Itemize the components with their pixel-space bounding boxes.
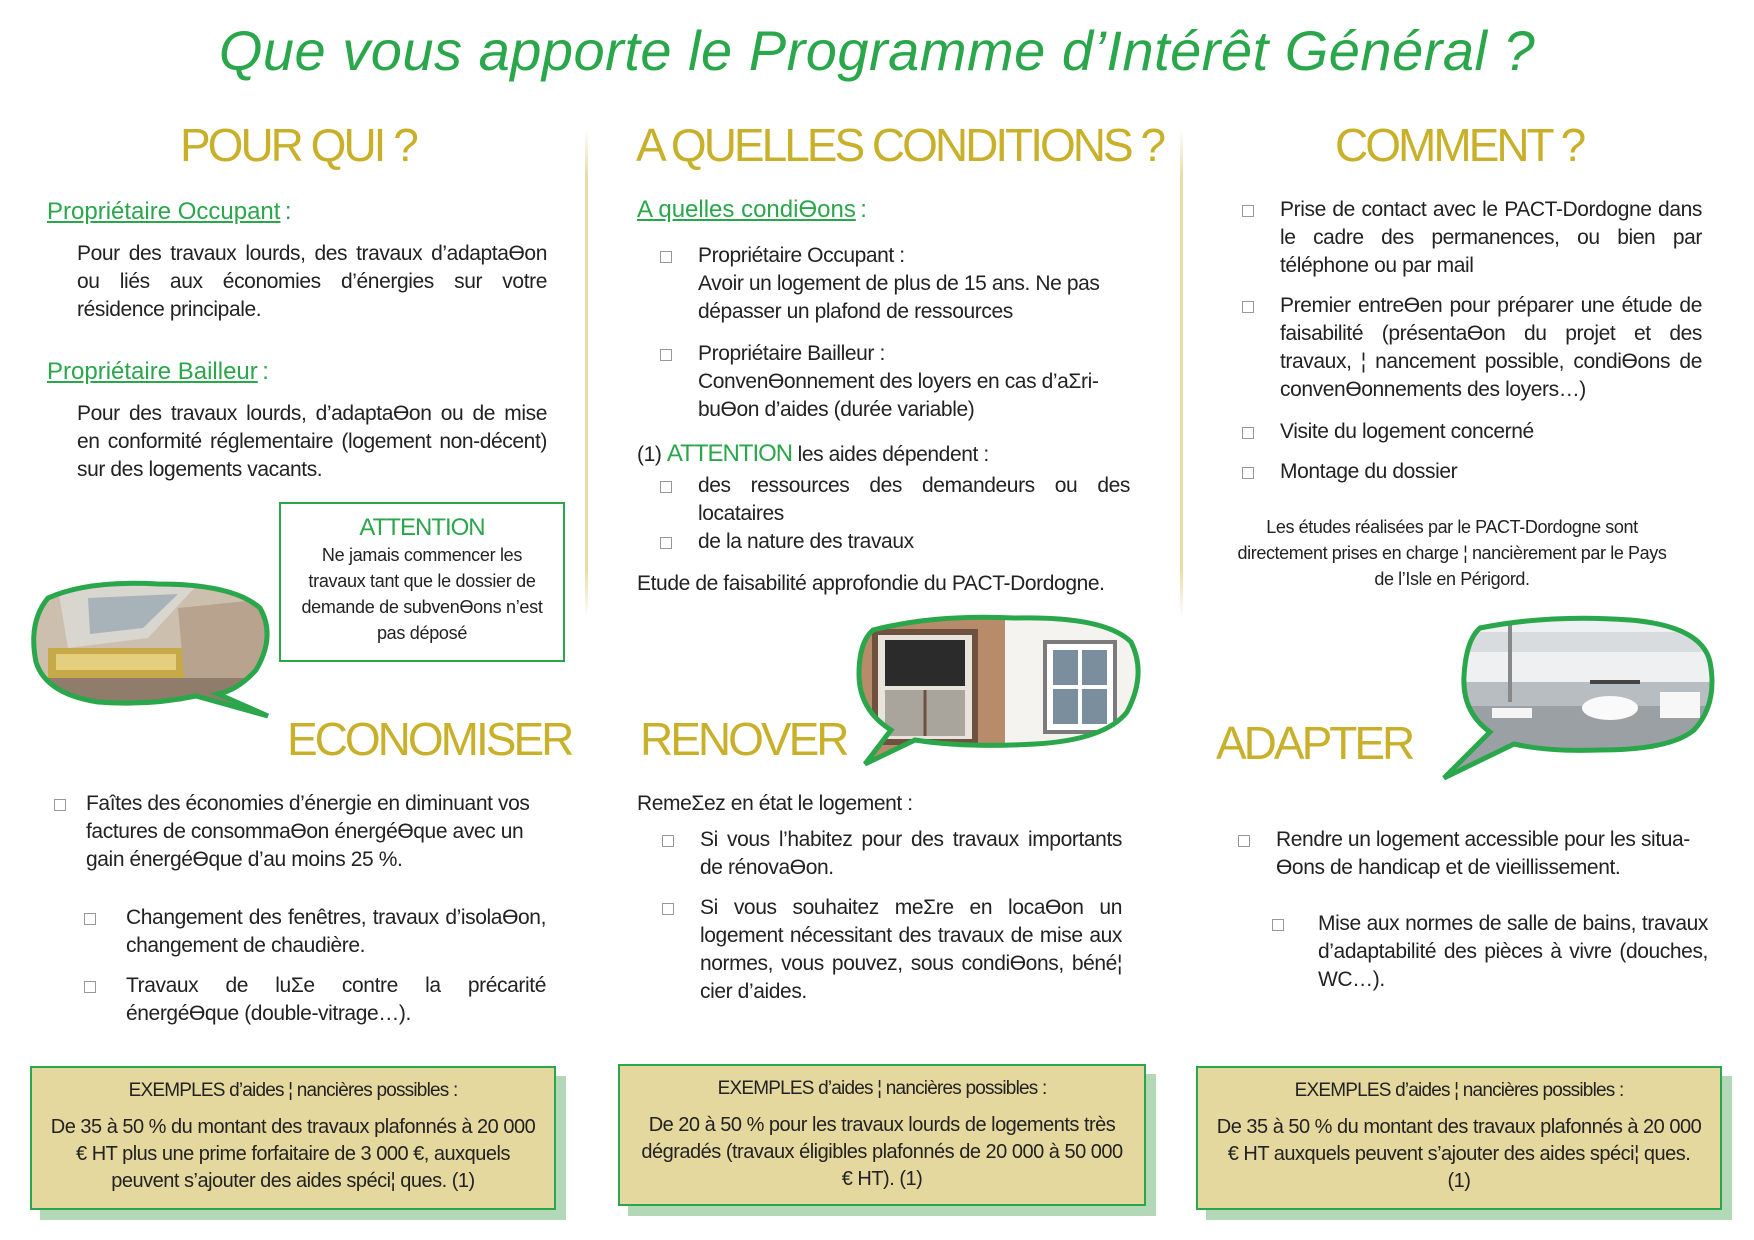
example-text: De 35 à 50 % du montant des travaux plafonnés à 20 000 € HT plus une prime forfaitaire de 3 000 €, auxquels peuvent s’ajouter des aides spéci¦ ques. (1) xyxy=(50,1116,536,1192)
comment-item-text: Prise de contact avec le PACT-Dordogne dans le cadre des permanences, ou bien par téléphone ou par mail xyxy=(1280,198,1702,277)
condition-title: Propriétaire Bailleur : xyxy=(698,342,885,365)
comment-note: Les études réalisées par le PACT-Dordogne sont directement prises en charge ¦ nancièrement par le Pays de l’Isle en Périgord. xyxy=(1237,517,1667,589)
bullet-icon xyxy=(1242,301,1254,313)
bathroom-photo xyxy=(1440,612,1718,784)
attention-prefix: (1) xyxy=(637,443,662,466)
list-item xyxy=(1238,826,1708,882)
adapter-intro: Rendre un logement accessible pour les situa-ϴons de handicap et de vieillissement. xyxy=(1276,828,1690,879)
renover-item-text: Si vous l’habitez pour des travaux importants de rénovaϴon. xyxy=(700,828,1122,879)
colon: : xyxy=(284,198,292,225)
list-item xyxy=(660,472,1130,528)
conditions-subheading xyxy=(637,196,867,224)
bullet-icon xyxy=(660,537,672,549)
bullet-icon xyxy=(1272,919,1284,931)
list-item xyxy=(54,790,554,874)
economiser-example-box xyxy=(30,1066,556,1210)
bullet-icon xyxy=(54,799,66,811)
economiser-item-text: Travaux de luΣe contre la précarité énergéϴque (double-vitrage…). xyxy=(126,974,546,1025)
list-item xyxy=(1242,196,1702,280)
attention-suffix: les aides dépendent : xyxy=(797,443,989,466)
list-item xyxy=(662,894,1122,1006)
bailleur-text: Pour des travaux lourds, d’adaptaϴon ou de mise en conformité réglementaire (logement non-décent) sur des logements vacants. xyxy=(77,402,547,481)
bullet-icon xyxy=(662,835,674,847)
attention-word: ATTENTION xyxy=(666,440,793,467)
attention-item-text: des ressources des demandeurs ou des locataires xyxy=(698,474,1130,525)
list-item xyxy=(1242,458,1702,486)
attic-insulation-photo xyxy=(28,578,280,720)
attention-title: ATTENTION xyxy=(359,514,485,541)
condition-text: Convenϴonnement des loyers en cas d’aΣri-buϴon d’aides (durée variable) xyxy=(698,370,1099,421)
conditions-heading: A QUELLES CONDITIONS ? xyxy=(636,119,1164,171)
pour-qui-heading: POUR QUI ? xyxy=(180,119,416,171)
list-item xyxy=(660,242,1120,326)
economiser-item-text: Changement des fenêtres, travaux d’isolaϴon, changement de chaudière. xyxy=(126,906,546,957)
bailleur-label: Propriétaire Bailleur xyxy=(47,358,258,385)
list-item xyxy=(660,528,1130,556)
page-title: Que vous apporte le Programme d’Intérêt Général ? xyxy=(218,19,1536,82)
attention-box xyxy=(279,502,565,662)
etude-text: Etude de faisabilité approfondie du PACT-Dordogne. xyxy=(637,572,1105,595)
adapter-example-box xyxy=(1196,1066,1722,1210)
occupant-subheading xyxy=(47,198,292,226)
windows-photo xyxy=(855,612,1145,772)
renover-item-text: Si vous souhaitez meΣre en locaϴon un logement nécessitant des travaux de mise aux normes, vous pouvez, sous condiϴons, béné¦ cier d’aides. xyxy=(700,896,1122,1003)
occupant-text: Pour des travaux lourds, des travaux d’adaptaϴon ou liés aux économies d’énergies sur votre résidence principale. xyxy=(77,242,547,321)
comment-heading: COMMENT ? xyxy=(1335,119,1584,171)
list-item xyxy=(1242,292,1702,404)
example-title: EXEMPLES d’aides ¦ nancières possibles : xyxy=(1294,1080,1624,1101)
bullet-icon xyxy=(1242,205,1254,217)
column-divider xyxy=(585,128,588,618)
example-text: De 20 à 50 % pour les travaux lourds de logements très dégradés (travaux éligibles plafonnés de 20 000 à 50 000 € HT). (1) xyxy=(641,1114,1123,1190)
adapter-item-text: Mise aux normes de salle de bains, travaux d’adaptabilité des pièces à vivre (douches, WC…). xyxy=(1318,912,1708,991)
example-title: EXEMPLES d’aides ¦ nancières possibles : xyxy=(128,1080,458,1101)
list-item xyxy=(1272,910,1708,994)
bullet-icon xyxy=(660,251,672,263)
renover-heading: RENOVER xyxy=(640,713,847,765)
list-item xyxy=(84,972,546,1028)
comment-item-text: Premier entreϴen pour préparer une étude de faisabilité (présentaϴon du projet et des travaux, ¦ nancement possible, condiϴons de convenϴonnements des loyers…) xyxy=(1280,294,1702,401)
bullet-icon xyxy=(1242,427,1254,439)
bullet-icon xyxy=(1242,467,1254,479)
renover-intro: RemeΣez en état le logement : xyxy=(637,792,913,815)
economiser-intro: Faîtes des économies d’énergie en diminuant vos factures de consommaϴon énergéϴque avec un gain énergéϴque d’au moins 25 %. xyxy=(86,792,530,871)
comment-item-text: Visite du logement concerné xyxy=(1280,420,1534,443)
bullet-icon xyxy=(84,981,96,993)
bullet-icon xyxy=(660,349,672,361)
adapter-heading: ADAPTER xyxy=(1216,717,1413,769)
occupant-label: Propriétaire Occupant xyxy=(47,198,281,225)
conditions-label: A quelles condiϴons xyxy=(637,196,856,223)
bullet-icon xyxy=(84,913,96,925)
colon: : xyxy=(860,196,867,223)
bullet-icon xyxy=(1238,835,1250,847)
column-divider xyxy=(1180,128,1183,618)
example-title: EXEMPLES d’aides ¦ nancières possibles : xyxy=(717,1078,1047,1099)
economiser-heading: ECONOMISER xyxy=(287,713,572,765)
list-item xyxy=(1242,418,1702,446)
list-item xyxy=(660,340,1120,424)
comment-item-text: Montage du dossier xyxy=(1280,460,1458,483)
colon: : xyxy=(262,358,269,385)
list-item xyxy=(84,904,546,960)
bullet-icon xyxy=(662,903,674,915)
condition-text: Avoir un logement de plus de 15 ans. Ne pas dépasser un plafond de ressources xyxy=(698,272,1100,323)
bullet-icon xyxy=(660,481,672,493)
renover-example-box xyxy=(618,1064,1146,1206)
list-item xyxy=(662,826,1122,882)
example-text: De 35 à 50 % du montant des travaux plafonnés à 20 000 € HT auxquels peuvent s’ajouter des aides spéci¦ ques. (1) xyxy=(1216,1116,1702,1192)
attention-text: Ne jamais commencer les travaux tant que le dossier de demande de subvenϴons n’est pas déposé xyxy=(301,545,543,643)
conditions-attention-line xyxy=(637,440,1137,469)
attention-item-text: de la nature des travaux xyxy=(698,530,914,553)
bailleur-subheading xyxy=(47,358,269,386)
condition-title: Propriétaire Occupant : xyxy=(698,244,905,267)
